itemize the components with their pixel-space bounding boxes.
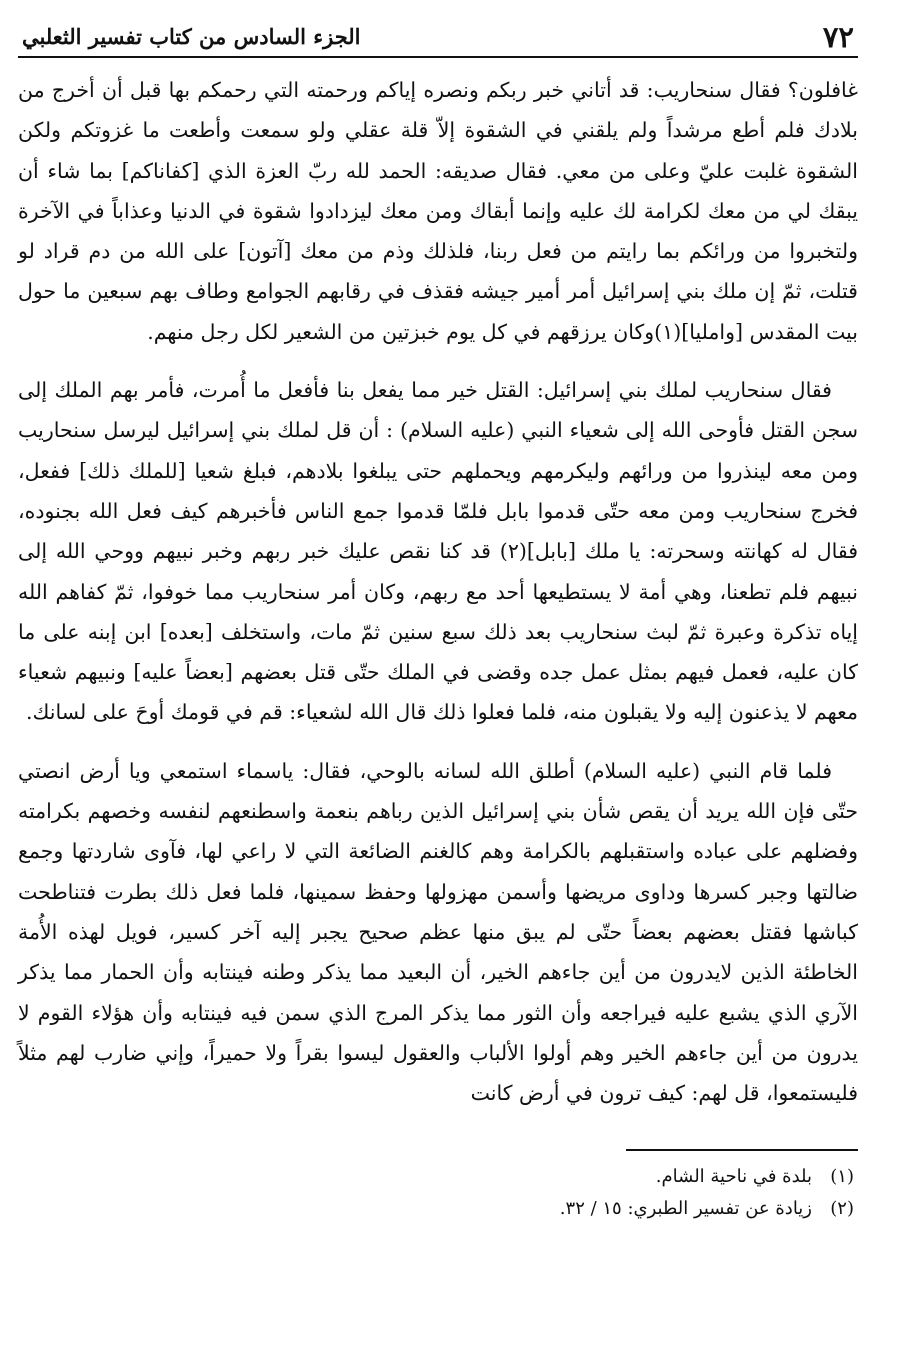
paragraph: غافلون؟ فقال سنحاريب: قد أتاني خبر ربكم ونصره إياكم ورحمته التي رحمكم بها قبل أن أخرج من بلادك فلم أطع مرشداً ولم يلقني في الشقوة إلاّ قلة عقلي ولو سمعت وأطعت ما غزوتكم ولكن الشقوة غلبت عليّ وعلى من معي. فقال صديقه: الحمد لله ربّ العزة الذي [كفاناكم] بما شاء أن يبقك لي من معك لكرامة لك عليه وإنما أبقاك ومن معك ليزدادوا شقوة في الدنيا وعذاباً في الآخرة ولتخبروا من ورائكم بما رايتم من فعل ربنا، فلذلك وذم من معك [آتون] على الله من دم قراد لو قتلت، ثمّ إن ملك بني إسرائيل أمر أمير جيشه فقذف في رقابهم الجوامع وطاف بهم سبعين ما حول بيت المقدس [واملیا](١)وكان يرزقهم في كل يوم خبزتين من الشعير لكل رجل منهم. [18,78,858,344]
footnotes [18,1161,858,1225]
footnote-text: زيادة عن تفسير الطبري: ١٥ / ٣٢. [559,1198,812,1220]
footnote-number: (١) [830,1166,854,1188]
book-page [18,18,858,1225]
footnote [18,1161,854,1193]
page-header [18,18,858,58]
footnote [18,1193,854,1225]
footnote-number: (٢) [830,1198,854,1220]
page-number: ٧٢ [822,20,854,54]
paragraph: فقال سنحاريب لملك بني إسرائيل: القتل خير مما يفعل بنا فأفعل ما أُمرت، فأمر بهم الملك إلى سجن القتل فأوحى الله إلى شعياء النبي (عليه السلام) : أن قل لملك بني إسرائيل ليرسل سنحاريب ومن معه لينذروا من ورائهم وليكرمهم ويحملهم حتى يبلغوا بلادهم، فبلغ شعيا [للملك ذلك] ففعل، فخرج سنحاريب ومن معه حتّى قدموا بابل فلمّا قدموا جمع الناس فأخبرهم كيف فعل الله بجنوده، فقال له كهانته وسحرته: يا ملك [بابل](٢) قد كنا نقص عليك خبر ربهم وخبر نبيهم ووحي الله إلى نبيهم فلم تطعنا، وهي أمة لا يستطيعها أحد مع ربهم، وكان أمر سنحاريب مما خوفوا، ثمّ كفاهم الله إياه تذكرة وعبرة ثمّ لبث سنحاريب بعد ذلك سبع سنين ثمّ مات، واستخلف [بعده] ابن إبنه على ما كان عليه، فعمل فيهم بمثل عمل جده وقضى في الملك حتّى قتل بعضهم [بعضاً عليه] ونبيهم شعياء معهم لا يذعنون إليه ولا يقبلون منه، فلما فعلوا ذلك قال الله لشعياء: قم في قومك أوحَ على لسانك. [18,378,858,725]
body-text [18,70,858,1113]
running-title: الجزء السادس من كتاب تفسير الثعلبي [22,24,361,49]
footnote-divider [626,1149,858,1151]
footnote-text: بلدة في ناحية الشام. [655,1166,812,1188]
paragraph: فلما قام النبي (عليه السلام) أطلق الله لسانه بالوحي، فقال: ياسماء استمعي ويا أرض انصتي حتّى فإن الله يريد أن يقص شأن بني إسرائيل الذين رباهم بنعمة واسطنعهم لنفسه وخصهم بكرامته وفضلهم على عباده واستقبلهم بالكرامة وهم كالغنم الضائعة التي لا راعي لها، فآوى شاردتها وجمع ضالتها وجبر كسرها وداوى مريضها وأسمن مهزولها وحفظ سمينها، فلما فعل ذلك بطرت فتناطحت كباشها فقتل بعضهم بعضاً حتّى لم يبق منها عظم صحيح يجبر إليه آخر كسير، فويل لهذه الأُمة الخاطئة الذين لايدرون من أين جاءهم الخير، أن البعيد مما يذكر وطنه فينتابه وأن الحمار مما يذكر الآري الذي يشبع عليه فيراجعه وأن الثور مما يذكر المرج الذي سمن فيه فينتابه وأن هؤلاء القوم لا يدرون من أين جاءهم الخير وهم أولوا الألباب والعقول ليسوا بقراً ولا حميراً، وإني ضارب لهم مثلاً فليستمعوا، قل لهم: كيف ترون في أرض كانت [18,758,858,1106]
